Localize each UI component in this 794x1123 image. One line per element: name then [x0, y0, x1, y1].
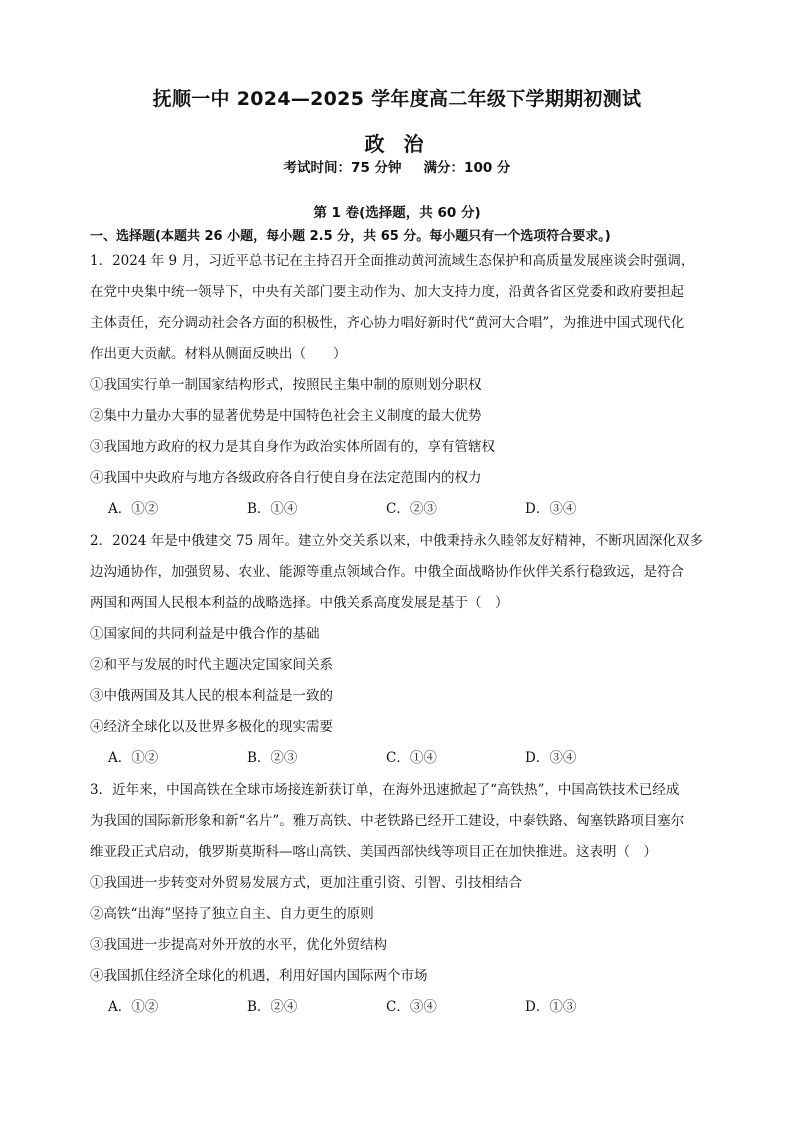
question-2-item: ③中俄两国及其人民的根本利益是一致的 — [90, 688, 333, 704]
question-3-stem-line: 为我国的国际新形象和新“名片”。雅万高铁、中老铁路已经开工建设，中泰铁路、匈塞铁路项目塞尔 — [90, 813, 685, 829]
question-3-item: ②高铁“出海”坚持了独立自主、自力更生的原则 — [90, 906, 374, 922]
question-1-item: ①我国实行单一制国家结构形式，按照民主集中制的原则划分职权 — [90, 377, 482, 393]
option-a: A．①② — [108, 999, 159, 1015]
question-1-stem-line: 1．2024 年 9 月，习近平总书记在主持召开全面推动黄河流域生态保护和高质量发展座谈会时强调， — [90, 253, 695, 269]
section-heading: 一、选择题(本题共 26 小题，每小题 2.5 分，共 65 分。每小题只有一个选项符合要求。) — [90, 229, 611, 244]
question-2-stem-line: 边沟通协作，加强贸易、农业、能源等重点领域合作。中俄全面战略协作伙伴关系行稳致远，是符合 — [90, 564, 684, 580]
exam-info — [0, 156, 794, 176]
exam-title: 抚顺一中 2024—2025 学年度高二年级下学期期初测试 — [152, 88, 642, 110]
question-1-stem-line: 主体责任，充分调动社会各方面的积极性，齐心协力唱好新时代“黄河大合唱”，为推进中国式现代化 — [90, 315, 685, 331]
option-a: A．①② — [108, 750, 159, 766]
question-2-stem-line: 两国和两国人民根本利益的战略选择。中俄关系高度发展是基于（ ） — [90, 595, 509, 611]
question-2-options — [108, 748, 708, 768]
option-c: C．①④ — [386, 750, 437, 766]
volume-heading: 第 1 卷(选择题，共 60 分) — [313, 205, 481, 221]
question-1-item: ②集中力量办大事的显著优势是中国特色社会主义制度的最大优势 — [90, 408, 482, 424]
question-1-stem-line: 作出更大贡献。材料从侧面反映出（ ） — [90, 346, 347, 362]
question-1-stem-line: 在党中央集中统一领导下，中央有关部门要主动作为、加大支持力度，沿黄各省区党委和政府要担起 — [90, 284, 684, 300]
option-b: B．②④ — [247, 999, 298, 1015]
option-c: C．③④ — [386, 999, 437, 1015]
question-2-item: ②和平与发展的时代主题决定国家间关系 — [90, 657, 333, 673]
question-3-options — [108, 997, 708, 1017]
question-1-options — [108, 499, 708, 519]
question-3-item: ④我国抓住经济全球化的机遇，利用好国内国际两个市场 — [90, 968, 428, 984]
question-1-item: ③我国地方政府的权力是其自身作为政治实体所固有的，享有管辖权 — [90, 439, 495, 455]
question-3-stem-line: 维亚段正式启动，俄罗斯莫斯科—喀山高铁、美国西部快线等项目正在加快推进。这表明（ ） — [90, 844, 657, 860]
subject-title: 政 治 — [364, 132, 430, 156]
question-3-item: ①我国进一步转变对外贸易发展方式，更加注重引资、引智、引技相结合 — [90, 875, 522, 891]
option-b: B．②③ — [247, 750, 298, 766]
option-d: D．①③ — [525, 999, 577, 1015]
question-2-item: ④经济全球化以及世界多极化的现实需要 — [90, 719, 333, 735]
question-2-stem-line: 2．2024 年是中俄建交 75 周年。建立外交关系以来，中俄秉持永久睦邻友好精神，不断巩固深化双多 — [90, 533, 703, 549]
option-a: A．①② — [108, 501, 159, 517]
question-3-item: ③我国进一步提高对外开放的水平，优化外贸结构 — [90, 937, 387, 953]
option-d: D．③④ — [525, 750, 577, 766]
option-d: D．③④ — [525, 501, 577, 517]
question-1-item: ④我国中央政府与地方各级政府各自行使自身在法定范围内的权力 — [90, 470, 482, 486]
question-3-stem-line: 3．近年来，中国高铁在全球市场接连新获订单，在海外迅速掀起了“高铁热”，中国高铁技术已经成 — [90, 782, 680, 798]
exam-time: 考试时间：75 分钟 — [283, 160, 402, 176]
option-b: B．①④ — [247, 501, 298, 517]
question-2-item: ①国家间的共同利益是中俄合作的基础 — [90, 626, 320, 642]
full-score: 满分：100 分 — [423, 160, 511, 176]
option-c: C．②③ — [386, 501, 437, 517]
